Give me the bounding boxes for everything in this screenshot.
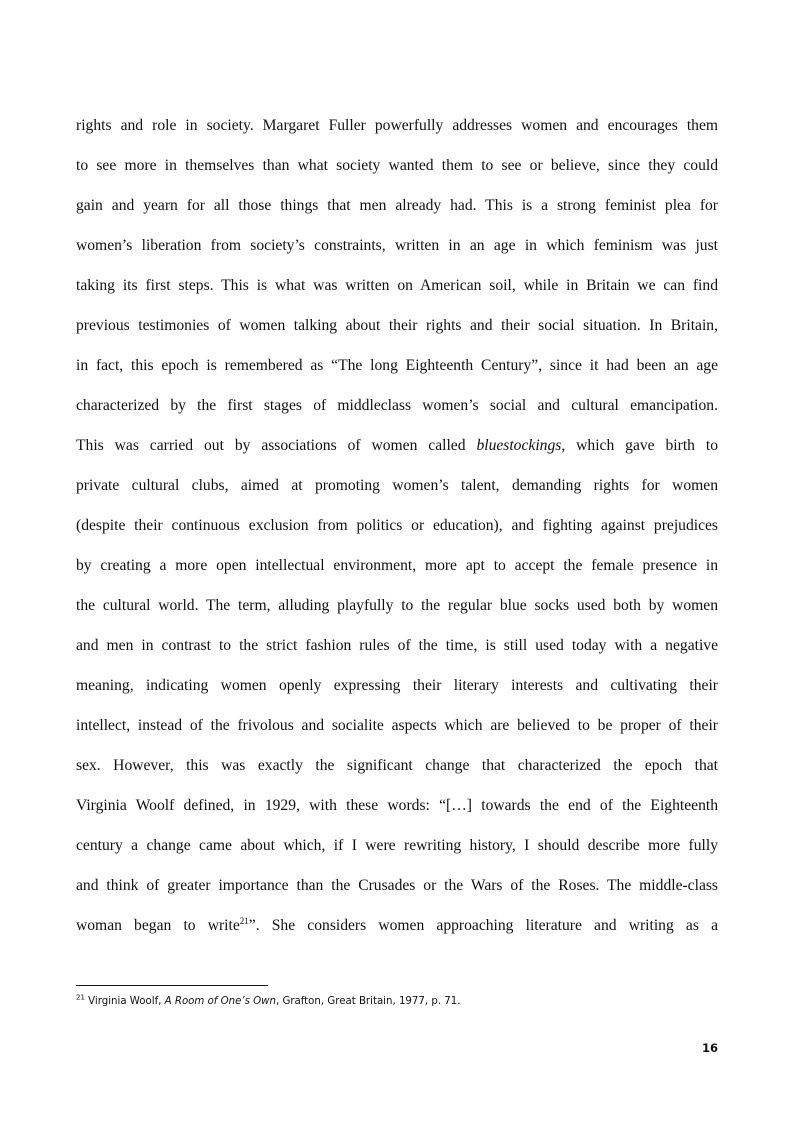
body-line: (despite their continuous exclusion from politics or education), and fighting against prejudices [76,517,718,534]
italic-term-bluestockings: bluestockings [476,437,562,454]
body-text-segment: This was carried out by associations of women called [76,437,477,454]
footnote-number: 21 [76,993,85,1002]
body-line: private cultural clubs, aimed at promoting women’s talent, demanding rights for women [76,477,718,494]
footnote-reference[interactable]: 21 [239,915,249,926]
body-line: Virginia Woolf defined, in 1929, with these words: “[…] towards the end of the Eighteenth [76,797,718,814]
body-line: rights and role in society. Margaret Fuller powerfully addresses women and encourages them [76,117,718,134]
body-line: gain and yearn for all those things that men already had. This is a strong feminist plea for [76,197,718,214]
body-line: century a change came about which, if I were rewriting history, I should describe more fully [76,837,718,854]
footnote-separator [76,985,268,986]
body-text-segment: ”. She considers women approaching literature and writing as a [248,917,718,934]
body-line: in fact, this epoch is remembered as “The long Eighteenth Century”, since it had been an age [76,357,718,374]
body-line: meaning, indicating women openly expressing their literary interests and cultivating their [76,677,718,694]
body-line: taking its first steps. This is what was written on American soil, while in Britain we can find [76,277,718,294]
body-paragraph [76,106,718,946]
body-line: and think of greater importance than the Crusades or the Wars of the Roses. The middle-class [76,877,718,894]
body-text-segment: , which gave birth to [561,437,718,454]
body-line: by creating a more open intellectual environment, more apt to accept the female presence in [76,557,718,574]
body-line: the cultural world. The term, alluding playfully to the regular blue socks used both by women [76,597,718,614]
body-text-segment: woman began to write [76,917,240,934]
body-line: intellect, instead of the frivolous and socialite aspects which are believed to be proper of their [76,717,718,734]
footnote-author: Virginia Woolf, [84,996,165,1007]
body-line: sex. However, this was exactly the significant change that characterized the epoch that [76,757,718,774]
body-line: characterized by the first stages of middleclass women’s social and cultural emancipation. [76,397,718,414]
footnote-details: , Grafton, Great Britain, 1977, p. 71. [275,996,461,1007]
body-line [76,426,718,466]
body-line: women’s liberation from society’s constraints, written in an age in which feminism was just [76,237,718,254]
body-line: previous testimonies of women talking about their rights and their social situation. In Britain, [76,317,718,334]
body-line: and men in contrast to the strict fashion rules of the time, is still used today with a negative [76,637,718,654]
body-line [76,906,718,946]
body-line: to see more in themselves than what society wanted them to see or believe, since they could [76,157,718,174]
page-number: 16 [701,1041,718,1055]
footnote [76,995,718,1009]
footnote-title: A Room of One’s Own [164,996,276,1007]
